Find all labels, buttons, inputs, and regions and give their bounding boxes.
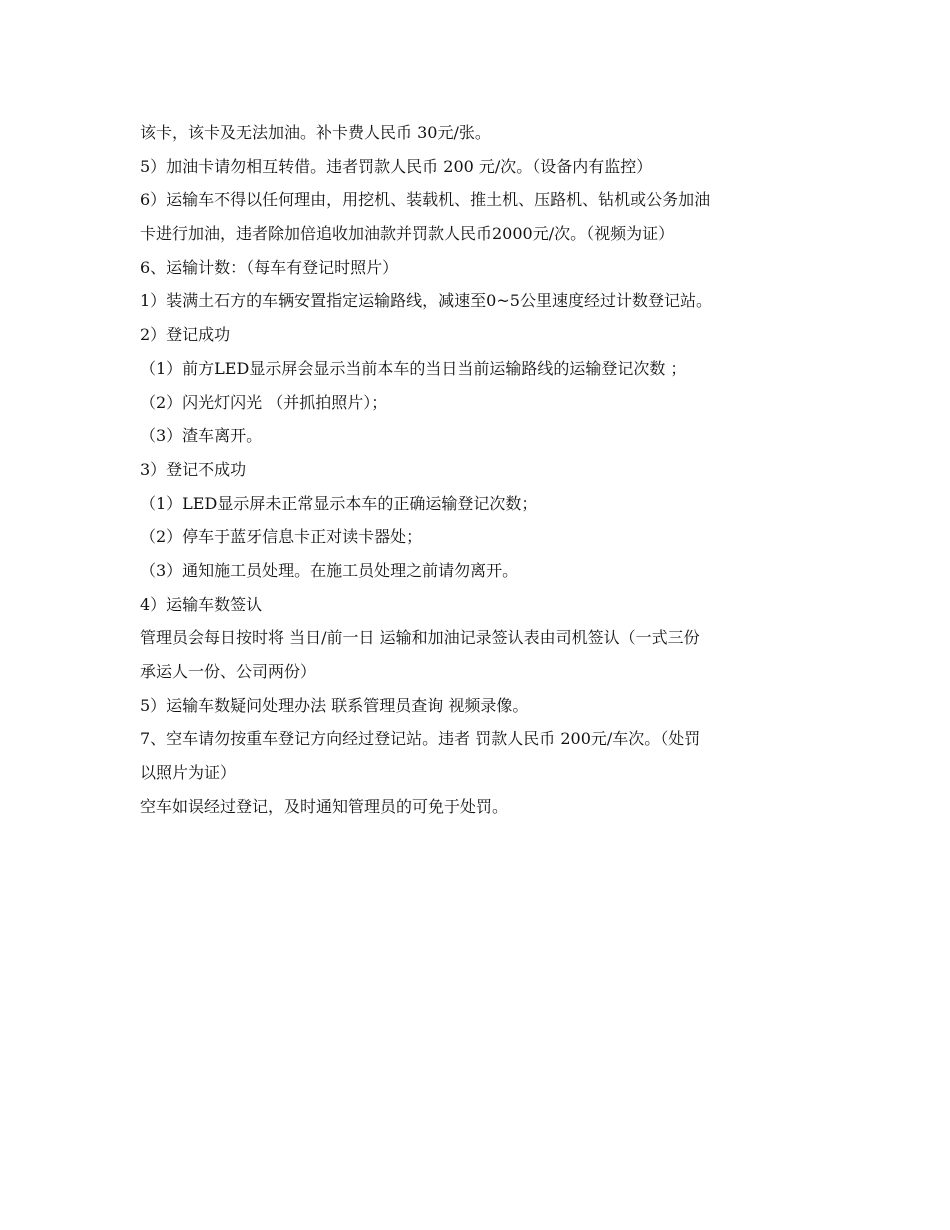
text-line: （1）前方LED显示屏会显示当前本车的当日当前运输路线的运输登记次数 ；: [140, 358, 687, 378]
text-line: 管理员会每日按时将 当日/前一日 运输和加油记录签认表由司机签认（一式三份: [140, 628, 700, 648]
text-line: 6）运输车不得以任何理由，用挖机、装载机、推土机、压路机、钻机或公务加油: [140, 190, 711, 210]
text-line: （1）LED显示屏未正常显示本车的正确运输登记次数；: [140, 493, 538, 513]
text-line: 4）运输车数签认: [140, 594, 263, 614]
text-line: （3）渣车离开。: [140, 426, 263, 446]
text-line: 5）运输车数疑问处理办法 联系管理员查询 视频录像。: [140, 695, 529, 715]
text-line: （2）停车于蓝牙信息卡正对读卡器处；: [140, 527, 423, 547]
text-line: 5）加油卡请勿相互转借。违者罚款人民币 200 元/次。（设备内有监控）: [140, 156, 653, 176]
text-line: （2）闪光灯闪光 （并抓拍照片）；: [140, 392, 388, 412]
text-line: 3）登记不成功: [140, 459, 247, 479]
text-line: 卡进行加油，违者除加倍追收加油款并罚款人民币2000元/次。（视频为证）: [140, 224, 675, 244]
text-line: 该卡，该卡及无法加油。补卡费人民币 30元/张。: [140, 123, 491, 142]
text-line: 1）装满土石方的车辆安置指定运输路线，减速至0~5公里速度经过计数登记站。: [140, 291, 712, 311]
text-line: 承运人一份、公司两份）: [140, 662, 317, 681]
section-heading: 7、空车请勿按重车登记方向经过登记站。违者 罚款人民币 200元/车次。（处罚: [140, 729, 701, 749]
text-line: 空车如误经过登记，及时通知管理员的可免于处罚。: [140, 796, 509, 816]
text-line: 以照片为证）: [140, 763, 237, 783]
text-line: （3）通知施工员处理。在施工员处理之前请勿离开。: [140, 560, 519, 580]
text-line: 2）登记成功: [140, 325, 231, 345]
section-heading: 6、运输计数：（每车有登记时照片）: [140, 257, 399, 277]
document-body: [140, 116, 820, 823]
